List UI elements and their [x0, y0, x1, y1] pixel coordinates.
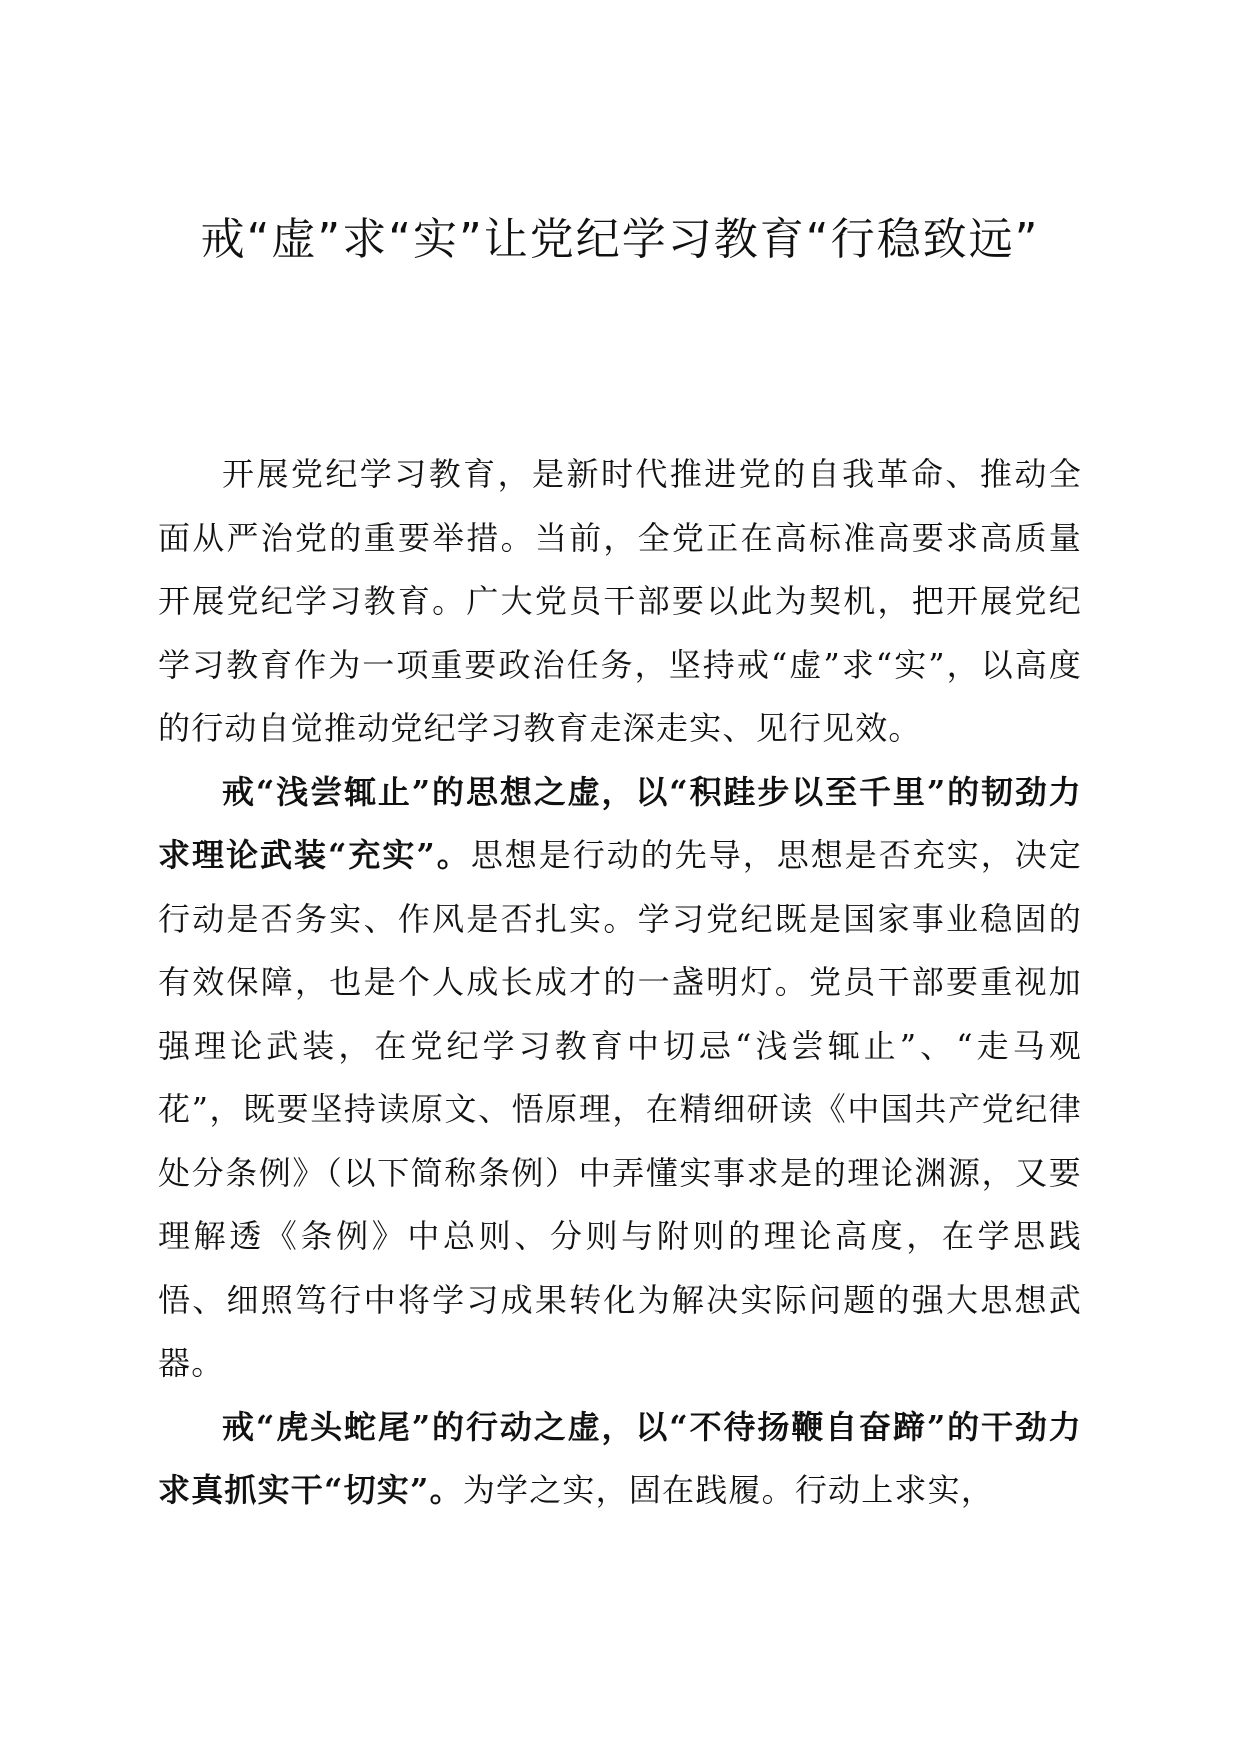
paragraph-text: 为学之实，固在践履。行动上求实，: [462, 1471, 995, 1509]
paragraph-text: 开展党纪学习教育，是新时代推进党的自我革命、推动全面从严治党的重要举措。当前，全党正在高标准高要求高质量开展党纪学习教育。广大党员干部要以此为契机，把开展党纪学习教育作为一项重要政治任务，坚持戒“虚”求“实”，以高度的行动自觉推动党纪学习教育走深走实、见行见效。: [158, 455, 1082, 747]
paragraph-lead: 戒“浅尝辄止”的思想之虚，以“积跬步以至千里”的韧劲力求理论武装“充实”。: [158, 772, 1082, 874]
paragraph-intro: [158, 443, 1082, 761]
paragraph-text: 思想是行动的先导，思想是否充实，决定行动是否务实、作风是否扎实。学习党纪既是国家事业稳固的有效保障，也是个人成长成才的一盏明灯。党员干部要重视加强理论武装，在党纪学习教育中切忌“浅尝辄止”、“走马观花”，既要坚持读原文、悟原理，在精细研读《中国共产党纪律处分条例》（以下简称条例）中弄懂实事求是的理论渊源，又要理解透《条例》中总则、分则与附则的理论高度，在学思践悟、细照笃行中将学习成果转化为解决实际问题的强大思想武器。: [158, 836, 1082, 1382]
paragraph-lead: 戒“虎头蛇尾”的行动之虚，以“不待扬鞭自奋蹄”的干劲力求真抓实干“切实”。: [158, 1407, 1082, 1509]
document-title: 戒“虚”求“实”让党纪学习教育“行稳致远”: [200, 214, 1040, 265]
paragraph-action: [158, 1396, 1082, 1523]
document-body: [158, 443, 1082, 1523]
paragraph-theory: [158, 761, 1082, 1396]
